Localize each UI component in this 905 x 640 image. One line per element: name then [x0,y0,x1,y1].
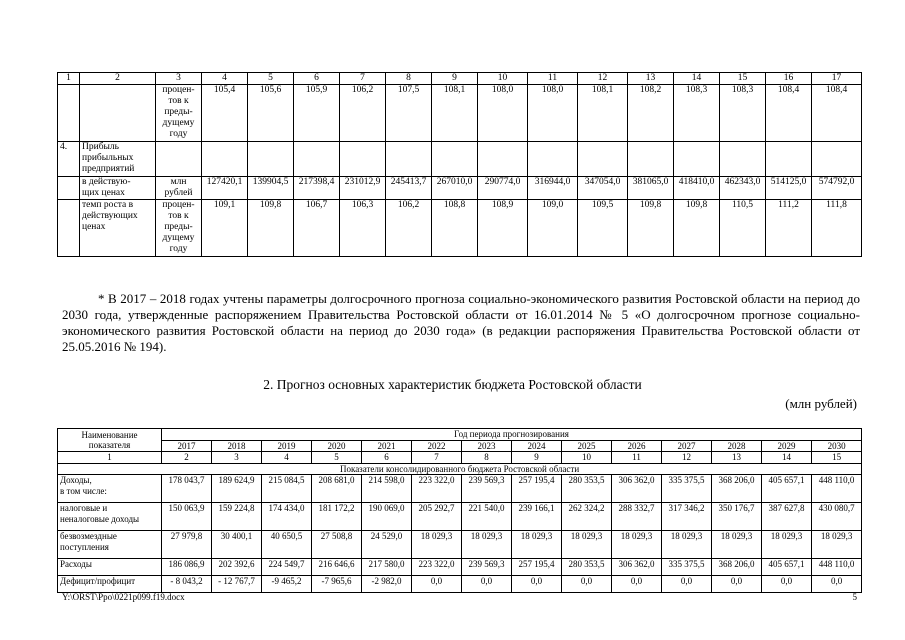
value-cell [766,142,812,177]
row-name: Дефицит/профицит [58,576,162,593]
value-cell: 108,4 [812,85,862,142]
year-header: 2019 [262,440,312,452]
row-unit [156,142,202,177]
value-cell [720,142,766,177]
year-header: 2030 [812,440,862,452]
value-cell: 106,2 [340,85,386,142]
value-cell: 110,5 [720,200,766,257]
column-number: 1 [58,452,162,464]
value-cell: 267010,0 [432,177,478,200]
section-row [58,463,862,475]
value-cell: 0,0 [412,576,462,593]
value-cell: 108,1 [432,85,478,142]
value-cell: 350 176,7 [712,503,762,531]
row-unit: процен- тов к преды- дущему году [156,200,202,257]
value-cell: 239 569,3 [462,475,512,503]
value-cell: 448 110,0 [812,475,862,503]
row-name: Доходы, в том числе: [58,475,162,503]
column-number: 6 [294,73,340,85]
value-cell: 111,8 [812,200,862,257]
column-number: 7 [340,73,386,85]
value-cell: 108,4 [766,85,812,142]
value-cell: 0,0 [712,576,762,593]
table-row [58,503,862,531]
value-cell: 108,8 [432,200,478,257]
value-cell: 221 540,0 [462,503,512,531]
year-header: 2017 [162,440,212,452]
value-cell: 106,2 [386,200,432,257]
value-cell: 448 110,0 [812,559,862,576]
value-cell [674,142,720,177]
value-cell: 108,2 [628,85,674,142]
value-cell: 0,0 [812,576,862,593]
value-cell: 317 346,2 [662,503,712,531]
value-cell: 280 353,5 [562,475,612,503]
column-number: 8 [386,73,432,85]
value-cell: 306 362,0 [612,475,662,503]
column-numbers-row [58,452,862,464]
footer-file-path: Y:\ORST\Ppo\0221p099.f19.docx [62,592,185,602]
year-header: 2020 [312,440,362,452]
value-cell: 205 292,7 [412,503,462,531]
name-header: Наименование показателя [58,429,162,452]
value-cell: 0,0 [762,576,812,593]
value-cell: 18 029,3 [462,531,512,559]
value-cell: 0,0 [562,576,612,593]
row-name: налоговые и неналоговые доходы [58,503,162,531]
value-cell: 108,1 [578,85,628,142]
value-cell: 18 029,3 [662,531,712,559]
value-cell: 174 434,0 [262,503,312,531]
value-cell: 109,1 [202,200,248,257]
value-cell: 108,0 [528,85,578,142]
year-header: 2024 [512,440,562,452]
value-cell [528,142,578,177]
year-header: 2028 [712,440,762,452]
page-number: 5 [852,592,857,602]
value-cell: 231012,9 [340,177,386,200]
value-cell: 514125,0 [766,177,812,200]
value-cell: 216 646,6 [312,559,362,576]
value-cell: 239 569,3 [462,559,512,576]
value-cell: 405 657,1 [762,475,812,503]
row-name: безвозмездные поступления [58,531,162,559]
value-cell: 111,2 [766,200,812,257]
value-cell: 30 400,1 [212,531,262,559]
row-number [58,200,80,257]
value-cell: 215 084,5 [262,475,312,503]
value-cell: - 12 767,7 [212,576,262,593]
column-number: 2 [162,452,212,464]
value-cell: 18 029,3 [762,531,812,559]
value-cell: -2 982,0 [362,576,412,593]
budget-forecast-table [57,428,862,593]
value-cell: 0,0 [612,576,662,593]
value-cell: 18 029,3 [512,531,562,559]
value-cell: 290774,0 [478,177,528,200]
value-cell: 109,8 [248,200,294,257]
year-header: 2018 [212,440,262,452]
value-cell: 288 332,7 [612,503,662,531]
year-header: 2029 [762,440,812,452]
years-row [58,440,862,452]
table-row [58,559,862,576]
year-header: 2025 [562,440,612,452]
column-number: 14 [762,452,812,464]
table-row [58,200,862,257]
units-label: (млн рублей) [785,396,857,411]
value-cell: 0,0 [662,576,712,593]
value-cell: 257 195,4 [512,559,562,576]
column-number: 13 [712,452,762,464]
value-cell: 223 322,0 [412,475,462,503]
year-header: 2022 [412,440,462,452]
column-number: 5 [312,452,362,464]
column-number: 8 [462,452,512,464]
column-number: 16 [766,73,812,85]
column-number: 6 [362,452,412,464]
value-cell [248,142,294,177]
column-number: 10 [478,73,528,85]
column-number: 7 [412,452,462,464]
value-cell [202,142,248,177]
period-header: Год периода прогнозирования [162,429,862,441]
section-title: 2. Прогноз основных характеристик бюджета Ростовской области [263,377,642,392]
value-cell [628,142,674,177]
row-number [58,177,80,200]
value-cell: 18 029,3 [812,531,862,559]
value-cell: 108,3 [720,85,766,142]
row-number: 4. [58,142,80,177]
value-cell [578,142,628,177]
value-cell [812,142,862,177]
table-row [58,531,862,559]
value-cell: 430 080,7 [812,503,862,531]
table-row [58,85,862,142]
value-cell: 127420,1 [202,177,248,200]
value-cell: 24 529,0 [362,531,412,559]
value-cell: 159 224,8 [212,503,262,531]
table-row [58,142,862,177]
value-cell: 139904,5 [248,177,294,200]
table-header-row [58,73,862,85]
row-name: Прибыль прибыльных предприятий [80,142,156,177]
value-cell: 405 657,1 [762,559,812,576]
footnote-paragraph: * В 2017 – 2018 годах учтены параметры долгосрочного прогноза социально-экономического развития Ростовской области на период до 2030 года, утвержденные распоряжением Правительства Ростовской области от 16.01.2014 № 5 «О долгосрочном прогнозе социально-экономического развития Ростовской области на период до 2030 года» (в редакции распоряжения Правительства Ростовской области от 25.05.2016 № 194). [62,291,860,354]
value-cell: 335 375,5 [662,559,712,576]
table-row [58,475,862,503]
value-cell: 217398,4 [294,177,340,200]
value-cell: 189 624,9 [212,475,262,503]
table-header-row [58,429,862,441]
value-cell: 105,6 [248,85,294,142]
value-cell: 202 392,6 [212,559,262,576]
column-number: 11 [528,73,578,85]
value-cell: -7 965,6 [312,576,362,593]
value-cell: 347054,0 [578,177,628,200]
column-number: 17 [812,73,862,85]
value-cell: 108,3 [674,85,720,142]
value-cell: 418410,0 [674,177,720,200]
value-cell: 306 362,0 [612,559,662,576]
value-cell: 0,0 [512,576,562,593]
year-header: 2026 [612,440,662,452]
value-cell: 368 206,0 [712,559,762,576]
value-cell [478,142,528,177]
value-cell: 18 029,3 [712,531,762,559]
value-cell: 280 353,5 [562,559,612,576]
column-number: 11 [612,452,662,464]
value-cell: 181 172,2 [312,503,362,531]
value-cell [294,142,340,177]
value-cell: 335 375,5 [662,475,712,503]
value-cell: 27 508,8 [312,531,362,559]
row-unit: млн рублей [156,177,202,200]
year-header: 2027 [662,440,712,452]
value-cell: 108,0 [478,85,528,142]
forecast-table-continued [57,72,862,257]
column-number: 15 [720,73,766,85]
table-row [58,576,862,593]
column-number: 3 [212,452,262,464]
value-cell: 257 195,4 [512,475,562,503]
value-cell: 239 166,1 [512,503,562,531]
table-row [58,177,862,200]
value-cell: 107,5 [386,85,432,142]
value-cell: 18 029,3 [612,531,662,559]
column-number: 9 [432,73,478,85]
year-header: 2023 [462,440,512,452]
value-cell: 105,4 [202,85,248,142]
value-cell: 18 029,3 [412,531,462,559]
value-cell: 40 650,5 [262,531,312,559]
column-number: 9 [512,452,562,464]
value-cell: 109,8 [674,200,720,257]
value-cell: 106,7 [294,200,340,257]
value-cell: -9 465,2 [262,576,312,593]
value-cell: 186 086,9 [162,559,212,576]
row-unit: процен- тов к преды- дущему году [156,85,202,142]
column-number: 12 [662,452,712,464]
value-cell: 574792,0 [812,177,862,200]
value-cell [340,142,386,177]
row-name [80,85,156,142]
column-number: 10 [562,452,612,464]
value-cell: 387 627,8 [762,503,812,531]
column-number: 3 [156,73,202,85]
value-cell: 262 324,2 [562,503,612,531]
row-name: в действую- щих ценах [80,177,156,200]
value-cell: 217 580,0 [362,559,412,576]
column-number: 14 [674,73,720,85]
value-cell: 18 029,3 [562,531,612,559]
row-name: темп роста в действующих ценах [80,200,156,257]
value-cell: 105,9 [294,85,340,142]
value-cell: 214 598,0 [362,475,412,503]
value-cell: 223 322,0 [412,559,462,576]
value-cell: 208 681,0 [312,475,362,503]
value-cell: - 8 043,2 [162,576,212,593]
column-number: 2 [80,73,156,85]
column-number: 5 [248,73,294,85]
value-cell: 109,8 [628,200,674,257]
column-number: 4 [262,452,312,464]
column-number: 1 [58,73,80,85]
column-number: 13 [628,73,674,85]
value-cell: 109,0 [528,200,578,257]
value-cell: 368 206,0 [712,475,762,503]
value-cell: 27 979,8 [162,531,212,559]
value-cell: 190 069,0 [362,503,412,531]
value-cell [386,142,432,177]
value-cell: 316944,0 [528,177,578,200]
section-label: Показатели консолидированного бюджета Ростовской области [58,463,862,475]
column-number: 15 [812,452,862,464]
year-header: 2021 [362,440,412,452]
value-cell: 178 043,7 [162,475,212,503]
row-name: Расходы [58,559,162,576]
value-cell: 108,9 [478,200,528,257]
value-cell: 245413,7 [386,177,432,200]
value-cell: 109,5 [578,200,628,257]
value-cell [432,142,478,177]
value-cell: 106,3 [340,200,386,257]
column-number: 12 [578,73,628,85]
row-number [58,85,80,142]
value-cell: 150 063,9 [162,503,212,531]
column-number: 4 [202,73,248,85]
value-cell: 224 549,7 [262,559,312,576]
value-cell: 0,0 [462,576,512,593]
value-cell: 381065,0 [628,177,674,200]
value-cell: 462343,0 [720,177,766,200]
